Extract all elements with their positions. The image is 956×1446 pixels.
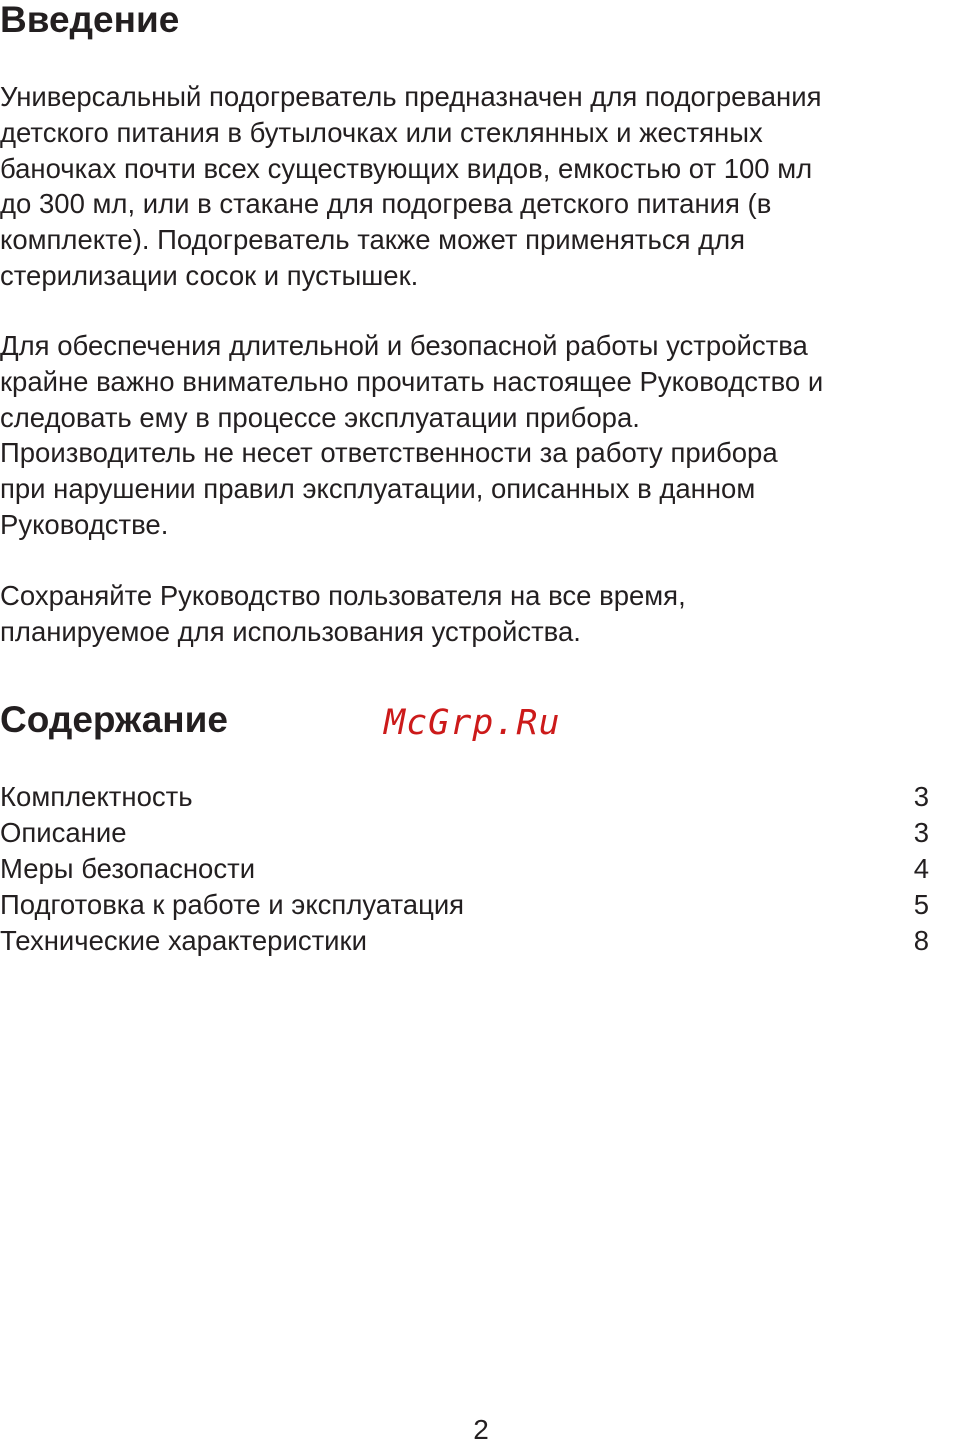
paragraph-line: Сохраняйте Руководство пользователя на все время, bbox=[0, 580, 686, 611]
paragraph-line: крайне важно внимательно прочитать настоящее Руководство и bbox=[0, 365, 824, 397]
paragraph-line: следовать ему в процессе эксплуатации прибора. bbox=[0, 401, 640, 433]
toc-item-title: Технические характеристики bbox=[0, 925, 367, 956]
paragraph-line: Производитель не несет ответственности за работу прибора bbox=[0, 437, 778, 469]
toc-item bbox=[0, 779, 940, 815]
paragraph-line: до 300 мл, или в стакане для подогрева детского питания (в bbox=[0, 188, 772, 220]
toc-item-title: Описание bbox=[0, 817, 127, 848]
toc-item-page: 3 bbox=[913, 781, 929, 812]
toc-item bbox=[0, 815, 940, 851]
toc-item-title: Меры безопасности bbox=[0, 853, 256, 884]
paragraph-line: планируемое для использования устройства. bbox=[0, 615, 581, 647]
paragraph-line: баночках почти всех существующих видов, емкостью от 100 мл bbox=[0, 152, 813, 184]
toc-heading: Содержание bbox=[0, 699, 228, 740]
toc-item-page: 3 bbox=[913, 817, 929, 848]
intro-paragraph-safety bbox=[0, 328, 956, 543]
paragraph-line: Универсальный подогреватель предназначен для подогревания bbox=[0, 81, 822, 112]
page-number: 2 bbox=[473, 1414, 489, 1445]
watermark-logo: McGrp.Ru bbox=[384, 703, 561, 743]
paragraph-line: детского питания в бутылочках или стеклянных и жестяных bbox=[0, 116, 763, 148]
toc-item-page: 5 bbox=[913, 889, 929, 920]
intro-heading: Введение bbox=[0, 0, 180, 40]
paragraph-line: Руководстве. bbox=[0, 508, 169, 540]
table-of-contents bbox=[0, 779, 940, 959]
intro-paragraph-purpose bbox=[0, 79, 956, 294]
paragraph-line: комплекте). Подогреватель также может применяться для bbox=[0, 224, 746, 256]
toc-item-page: 8 bbox=[913, 925, 929, 956]
toc-item-page: 4 bbox=[913, 853, 929, 884]
toc-item-title: Подготовка к работе и эксплуатация bbox=[0, 889, 465, 920]
toc-item bbox=[0, 887, 940, 923]
intro-paragraph-keep-manual bbox=[0, 578, 956, 650]
paragraph-line: стерилизации сосок и пустышек. bbox=[0, 259, 419, 291]
toc-item bbox=[0, 923, 940, 959]
paragraph-line: при нарушении правил эксплуатации, описанных в данном bbox=[0, 473, 756, 505]
toc-item-title: Комплектность bbox=[0, 781, 193, 812]
paragraph-line: Для обеспечения длительной и безопасной работы устройства bbox=[0, 330, 808, 361]
toc-item bbox=[0, 851, 940, 887]
